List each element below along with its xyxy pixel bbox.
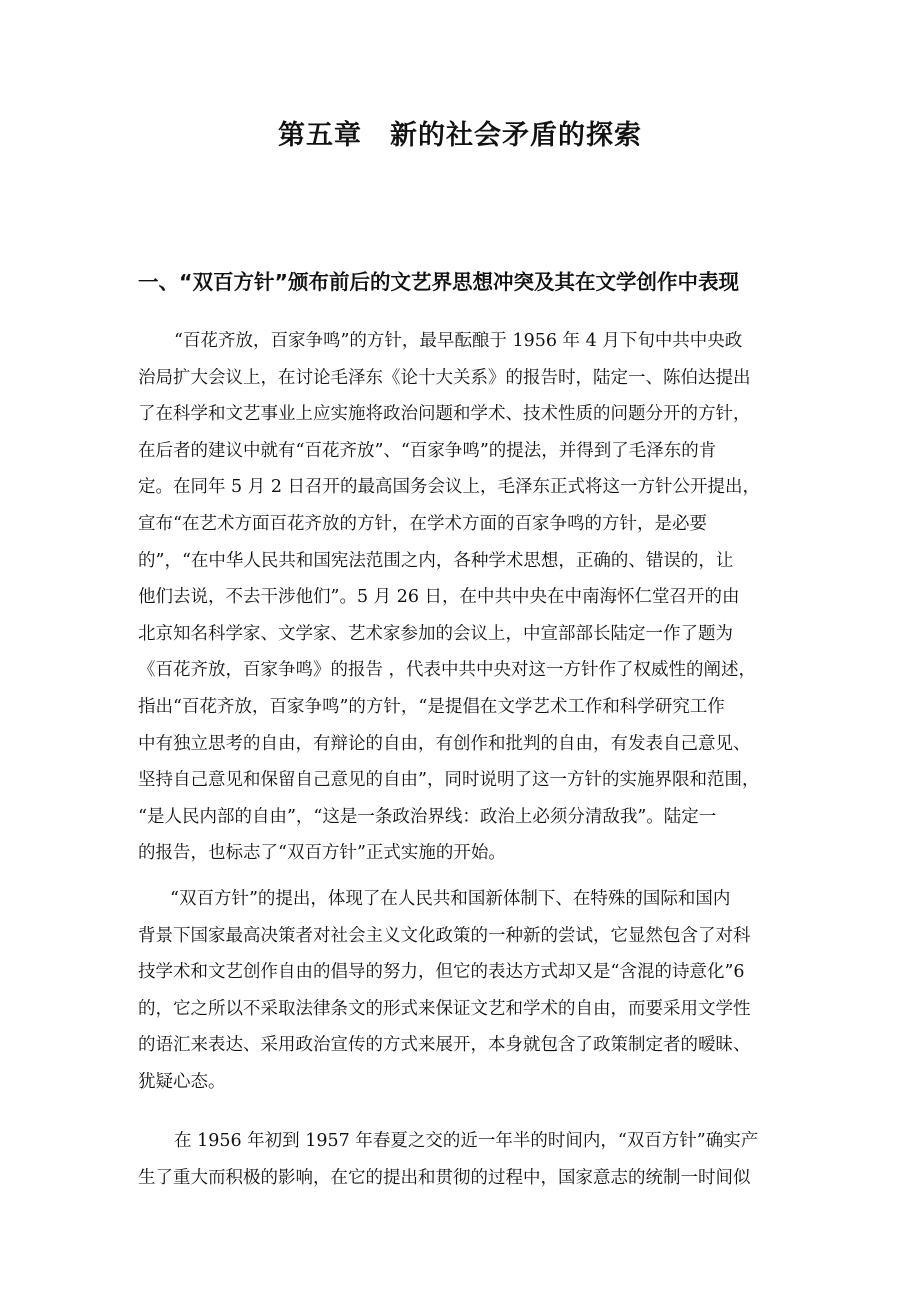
text-line: 指出“百花齐放，百家争鸣”的方针，“是提倡在文学艺术工作和科学研究工作 (138, 696, 725, 717)
text-line: 治局扩大会议上，在讨论毛泽东《论十大关系》的报告时，陆定一、陈伯达提出 (138, 367, 751, 388)
text-line: 的”，“在中华人民共和国宪法范围之内，各种学术思想，正确的、错误的，让 (138, 550, 734, 571)
text-line: 生了重大而积极的影响，在它的提出和贯彻的过程中，国家意志的统制一时间似 (138, 1167, 751, 1188)
paragraph-2 (138, 881, 790, 1101)
text-line: 的语汇来表达、采用政治宣传的方式来展开，本身就包含了政策制定者的暧昧、 (138, 1035, 751, 1056)
text-line: 北京知名科学家、文学家、艺术家参加的会议上，中宣部部长陆定一作了题为 (138, 623, 733, 644)
text-line: “双百方针”的提出，体现了在人民共和国新体制下、在特殊的国际和国内 (170, 889, 731, 909)
text-line: 定。在同年 5 月 2 日召开的最高国务会议上，毛泽东正式将这一方针公开提出， (138, 477, 761, 498)
text-line: 在后者的建议中就有“百花齐放”、“百家争鸣”的提法，并得到了毛泽东的肯 (138, 440, 717, 461)
paragraph-1 (138, 323, 790, 872)
section-heading: 一、“双百方针”颁布前后的文艺界思想冲突及其在文学创作中表现 (138, 270, 739, 294)
text-line: 坚持自己意见和保留自己意见的自由”，同时说明了这一方针的实施界限和范围， (138, 770, 760, 791)
text-line: 中有独立思考的自由，有辩论的自由，有创作和批判的自由，有发表自己意见、 (138, 733, 751, 754)
text-line: 的，它之所以不采取法律条文的形式来保证文艺和学术的自由，而要采用文学性 (138, 998, 751, 1019)
paragraph-3 (138, 1123, 790, 1196)
text-line: “百花齐放，百家争鸣”的方针，最早酝酿于 1956 年 4 月下旬中共中央政 (174, 331, 743, 351)
text-line: “是人民内部的自由”，“这是一条政治界线：政治上必须分清敌我”。陆定一 (138, 806, 717, 827)
text-line: 宣布“在艺术方面百花齐放的方针，在学术方面的百家争鸣的方针，是必要 (138, 513, 707, 534)
text-line: 在 1956 年初到 1957 年春夏之交的近一年半的时间内，“双百方针”确实产 (174, 1131, 759, 1151)
text-line: 的报告，也标志了“双百方针”正式实施的开始。 (138, 843, 506, 864)
text-line: 背景下国家最高决策者对社会主义文化政策的一种新的尝试，它显然包含了对科 (138, 925, 751, 946)
text-line: 技学术和文艺创作自由的倡导的努力，但它的表达方式却又是“含混的诗意化”6 (138, 962, 745, 983)
text-line: 他们去说，不去干涉他们”。5 月 26 日，在中共中央在中南海怀仁堂召开的由 (138, 587, 740, 608)
text-line: 犹疑心态。 (138, 1071, 226, 1092)
chapter-title: 第五章 新的社会矛盾的探索 (278, 120, 642, 151)
text-line: 了在科学和文艺事业上应实施将政治问题和学术、技术性质的问题分开的方针， (138, 404, 751, 425)
text-line: 《百花齐放，百家争鸣》的报告 ，代表中共中央对这一方针作了权威性的阐述， (138, 660, 757, 681)
